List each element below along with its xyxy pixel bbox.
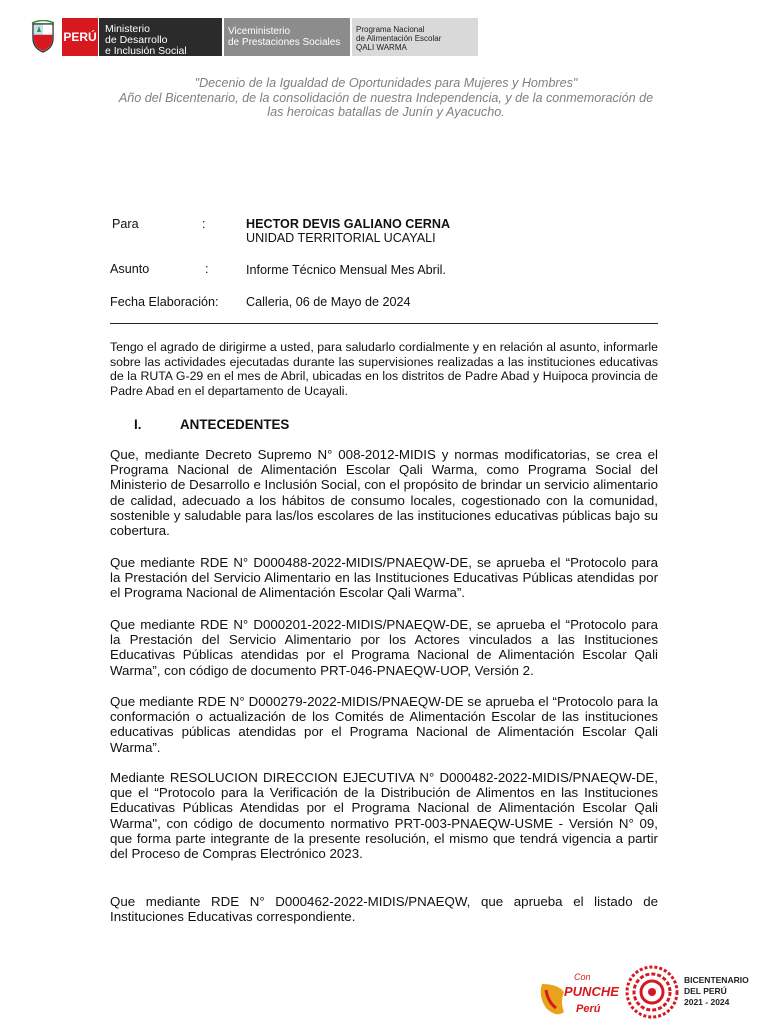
paragraph: Mediante RESOLUCION DIRECCION EJECUTIVA N° D000482-2022-MIDIS/PNAEQW-DE, que el “Protocolo para la Verificación de la Distribución de Alimentos en las Instituciones Educativas Públicas Atendidas por el Programa Nacional de Alimentación Escolar Qali Warma", con código de documento normativo PRT-003-PNAEQW-USME - Versión N° 09, que forma parte integrante de la presente resolución, el mismo que tendrá vigencia a partir del Proceso de Compras Electrónico 2023. [110, 770, 658, 862]
asunto-colon: : [205, 262, 209, 276]
paragraph: Que mediante RDE N° D000279-2022-MIDIS/PNAEQW-DE se aprueba el “Protocolo para la conformación o actualización de los Comités de Alimentación Escolar de las instituciones educativas públicas atendidas por el Programa Nacional de Alimentación Escolar Qali Warma”. [110, 694, 658, 755]
fecha-value: Calleria, 06 de Mayo de 2024 [246, 295, 411, 309]
header-logo-bar [28, 18, 478, 56]
viceministry-line: Viceministerio [228, 26, 291, 37]
peru-label: PERÚ [63, 30, 97, 44]
asunto-label: Asunto [110, 262, 150, 276]
paragraph: Que mediante RDE N° D000201-2022-MIDIS/PNAEQW-DE, se aprueba el “Protocolo para la Prestación del Servicio Alimentario por los Actores vinculados a las Instituciones Educativas Públicas atendidas por el Programa Nacional de Alimentación Escolar Qali Warma”, con código de documento PRT-046-PNAEQW-UOP, Versión 2. [110, 617, 658, 678]
quote-line: Año del Bicentenario, de la consolidación de nuestra Independencia, y de la conmemoración de [118, 90, 654, 105]
para-label: Para [112, 217, 139, 231]
peru-coat-of-arms-icon [28, 18, 58, 56]
recipient-unit: UNIDAD TERRITORIAL UCAYALI [246, 231, 436, 245]
program-block [352, 18, 478, 56]
header-divider [110, 323, 658, 324]
paragraph: Que mediante RDE N° D000488-2022-MIDIS/PNAEQW-DE, se aprueba el “Protocolo para la Prestación del Servicio Alimentario en las Instituciones Educativas Públicas atendidas por el Programa Nacional de Alimentación Escolar Qali Warma”. [110, 555, 658, 601]
footer-logos [530, 960, 768, 1024]
viceministry-line: de Prestaciones Sociales [228, 37, 341, 48]
bicentenario-text [684, 975, 749, 1008]
quote-line: las heroicas batallas de Junín y Ayacucho. [267, 105, 505, 119]
viceministry-block [224, 18, 350, 56]
section-heading [134, 417, 289, 432]
ministry-line: Ministerio [105, 23, 150, 35]
program-line: de Alimentación Escolar [356, 34, 442, 43]
bicentenario-emblem-icon [624, 964, 680, 1020]
section-title: ANTECEDENTES [180, 417, 290, 432]
ministry-line: de Desarrollo [105, 34, 168, 46]
section-number: I. [134, 417, 142, 432]
bicentenario-line: BICENTENARIO [684, 975, 749, 985]
asunto-value: Informe Técnico Mensual Mes Abril. [246, 263, 446, 277]
intro-paragraph: Tengo el agrado de dirigirme a usted, para saludarlo cordialmente y en relación al asunto, informarle sobre las actividades ejecutadas durante las supervisiones realizadas a las instituciones educativas de la RUTA G-29 en el mes de Abril, ubicadas en los distritos de Padre Abad y Huipoca provincia de Padre Abad en el departamento de Ucayali. [110, 340, 658, 398]
bicentenario-line: DEL PERÚ [684, 986, 727, 996]
ministry-line: e Inclusión Social [105, 45, 187, 57]
con-punche-peru-logo-icon [534, 962, 624, 1022]
program-line: Programa Nacional [356, 25, 425, 34]
bicentenario-line: 2021 - 2024 [684, 997, 730, 1007]
decade-quote [96, 76, 676, 120]
recipient-name: HECTOR DEVIS GALIANO CERNA [246, 217, 451, 231]
paragraph: Que, mediante Decreto Supremo N° 008-2012-MIDIS y normas modificatorias, se crea el Programa Nacional de Alimentación Escolar Qali Warma, como Programa Social del Ministerio de Desarrollo e Inclusión Social, con el propósito de brindar un servicio alimentario de calidad, adecuado a los hábitos de consumo locales, cogestionado con la comunidad, sostenible y saludable para las/los escolares de las instituciones educativas públicas bajo su cobertura. [110, 447, 658, 539]
program-line: QALI WARMA [356, 43, 407, 52]
ministry-block [98, 18, 222, 56]
campaign-logo-text: Con [574, 972, 591, 982]
campaign-logo-text: Perú [576, 1003, 601, 1015]
peru-brand-block [62, 18, 98, 56]
campaign-logo-text: PUNCHE [564, 984, 619, 999]
paragraph: Que mediante RDE N° D000462-2022-MIDIS/PNAEQW, que aprueba el listado de Instituciones Educativas correspondiente. [110, 894, 658, 925]
quote-line: "Decenio de la Igualdad de Oportunidades para Mujeres y Hombres" [194, 76, 578, 90]
para-colon: : [202, 217, 206, 231]
fecha-label: Fecha Elaboración: [110, 295, 219, 309]
